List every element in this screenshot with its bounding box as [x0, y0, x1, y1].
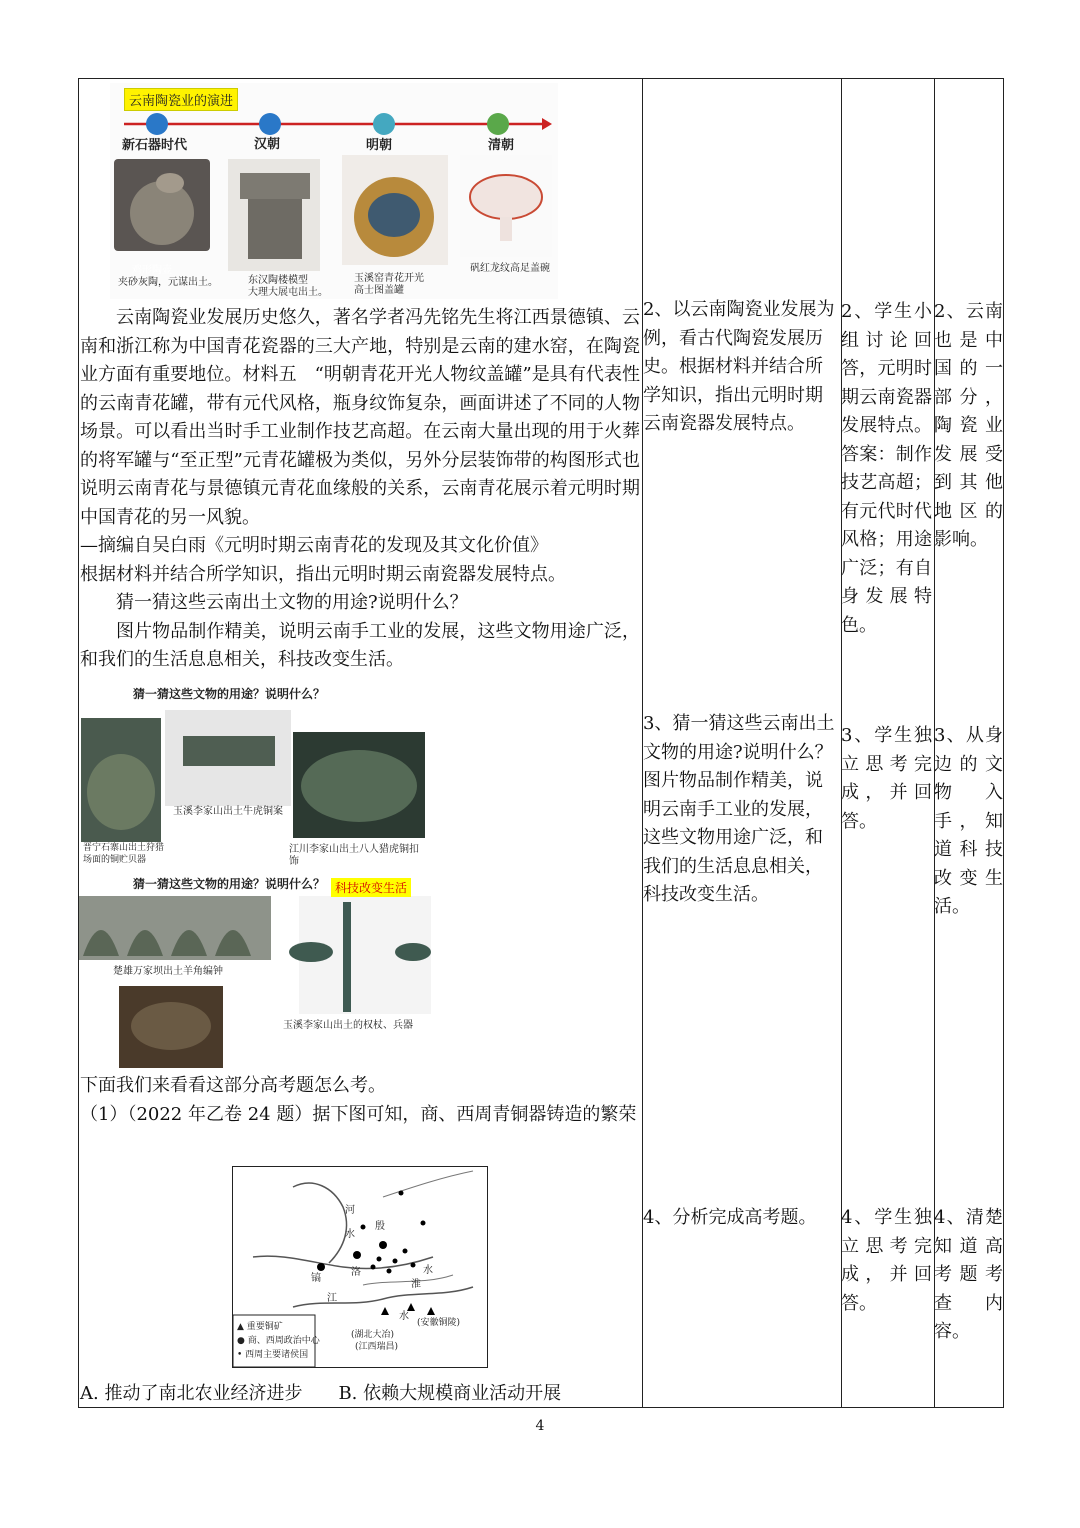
- river-label: 淮: [411, 1279, 421, 1290]
- highlight-tag: 科技改变生活: [331, 878, 411, 897]
- figure-title: 猜一猜这些文物的用途？说明什么？: [133, 877, 326, 891]
- city-label: 殷: [375, 1221, 385, 1232]
- period-label: 明朝: [366, 138, 393, 153]
- design-intent-3: 3、从身边的文物入手，知道科技改变生活。: [934, 725, 1003, 917]
- period-label: 清朝: [488, 138, 515, 153]
- artifact-caption: 玉溪李家山出土牛虎铜案: [173, 806, 283, 817]
- city-label: 洛: [351, 1267, 361, 1278]
- bronze-artifacts-graphic: [79, 682, 427, 864]
- place-label: (江西瑞昌): [355, 1342, 399, 1352]
- river-label: 水: [423, 1265, 433, 1276]
- figure-title: 猜一猜这些文物的用途？说明什么？: [133, 687, 326, 701]
- city-label: 镐: [311, 1273, 321, 1284]
- answer-options: A. 推动了南北农业经济进步 B. 依赖大规模商业活动开展: [80, 1383, 562, 1404]
- river-label: 水: [345, 1229, 355, 1240]
- teacher-activity-3: 3、猜一猜这些云南出土文物的用途?说明什么？图片物品制作精美，说明云南手工业的发展，这些文物用途广泛，和我们的生活息息相关，科技改变生活。: [643, 713, 835, 905]
- design-intent-4: 4、清楚知道高考题考查内容。: [934, 1207, 1003, 1342]
- artifact-caption: 玉溪李家山出土的权杖、兵器: [283, 1020, 413, 1031]
- exam-question: （1）（2022 年乙卷 24 题）据下图可知，商、西周青铜器铸造的繁荣: [80, 1103, 637, 1125]
- artifact-caption: 楚雄万家坝出土羊角编钟: [113, 966, 223, 977]
- guess-question: 猜一猜这些云南出土文物的用途?说明什么？: [116, 592, 468, 613]
- bronze-artifacts-figure: [79, 682, 427, 867]
- figure-title: 云南陶瓷业的演进: [124, 88, 238, 111]
- place-label: (安徽铜陵): [417, 1318, 461, 1328]
- artifact-caption: 江川李家山出土八人猎虎铜扣饰: [289, 844, 419, 867]
- student-activity-4: 4、学生独立思考完成，并回答。: [841, 1207, 932, 1314]
- legend-item: ● 商、西周政治中心: [237, 1336, 320, 1346]
- guess-answer: 图片物品制作精美，说明云南手工业的发展，这些文物用途广泛，和我们的生活息息相关，科技改变生活。: [80, 620, 640, 670]
- material-paragraph: 云南陶瓷业发展历史悠久，著名学者冯先铭先生将江西景德镇、云南和浙江称为中国青花瓷器的三大产地，特别是云南的建水窑，在陶瓷业方面有重要地位。材料五 “明朝青花开光人物纹盖罐”是具有代表性的云南青花罐，带有元代风格，瓶身纹饰复杂，画面讲述了不同的人物场景。可以看出当时手工业制作技艺高超。在云南大量出现的用于火葬的将军罐与“至正型”元青花罐极为类似，另外分层装饰带的构图形式也说明云南青花与景德镇元青花血缘般的关系，云南青花展示着元明时期中国青花的另一风貌。: [80, 307, 640, 528]
- teacher-activity-2: 2、以云南陶瓷业发展为例，看古代陶瓷发展历史。根据材料并结合所学知识，指出元明时期云南瓷器发展特点。: [643, 299, 835, 434]
- artifact-caption: 矾红龙纹高足盖碗: [470, 263, 550, 274]
- artifact-caption: 东汉陶楼模型: [248, 275, 308, 286]
- ceramics-timeline-figure: [110, 83, 558, 299]
- period-label: 汉朝: [254, 137, 281, 152]
- artifact-caption: 夹砂灰陶，元谋出土。: [118, 277, 218, 288]
- material-text-block: [80, 304, 640, 675]
- artifact-caption: 玉溪窑青花开光: [354, 273, 424, 284]
- river-label: 江: [327, 1293, 337, 1304]
- artifact-caption: 大理大展屯出土。: [248, 287, 328, 298]
- student-activity-3: 3、学生独立思考完成，并回答。: [841, 725, 932, 832]
- student-activity-2: 2、学生小组讨论回答，元明时期云南瓷器发展特点。答案：制作技艺高超；有元代时代风格；用途广泛；有自身发展特色。: [841, 301, 932, 636]
- bronze-map: [232, 1166, 488, 1368]
- place-label: (湖北大冶): [351, 1330, 395, 1340]
- legend-item: • 西周主要诸侯国: [237, 1350, 309, 1360]
- river-label: 水: [399, 1311, 409, 1322]
- page-number: 4: [535, 1418, 545, 1434]
- bells-weapons-figure: [79, 874, 433, 1068]
- legend-item: ▲ 重要铜矿: [237, 1322, 283, 1332]
- material-source: —摘编自吴白雨《元明时期云南青花的发现及其文化价值》: [80, 535, 548, 556]
- exam-question-block: [80, 1072, 640, 1129]
- artifact-caption: 晋宁石寨山出土狩猎场面的铜贮贝器: [83, 843, 165, 865]
- artifact-caption: 高士图盖罐: [354, 285, 404, 296]
- river-label: 河: [345, 1205, 355, 1216]
- design-intent-2: 2、云南也是中国的一部分，陶瓷业发展受到其他地区的影响。: [934, 301, 1003, 550]
- exam-intro: 下面我们来看看这部分高考题怎么考。: [80, 1075, 386, 1096]
- period-label: 新石器时代: [122, 138, 188, 153]
- material-question: 根据材料并结合所学知识，指出元明时期云南瓷器发展特点。: [80, 563, 566, 585]
- artifact-caption: 鸡形陶壶: [132, 265, 172, 276]
- teacher-activity-4: 4、分析完成高考题。: [643, 1207, 817, 1228]
